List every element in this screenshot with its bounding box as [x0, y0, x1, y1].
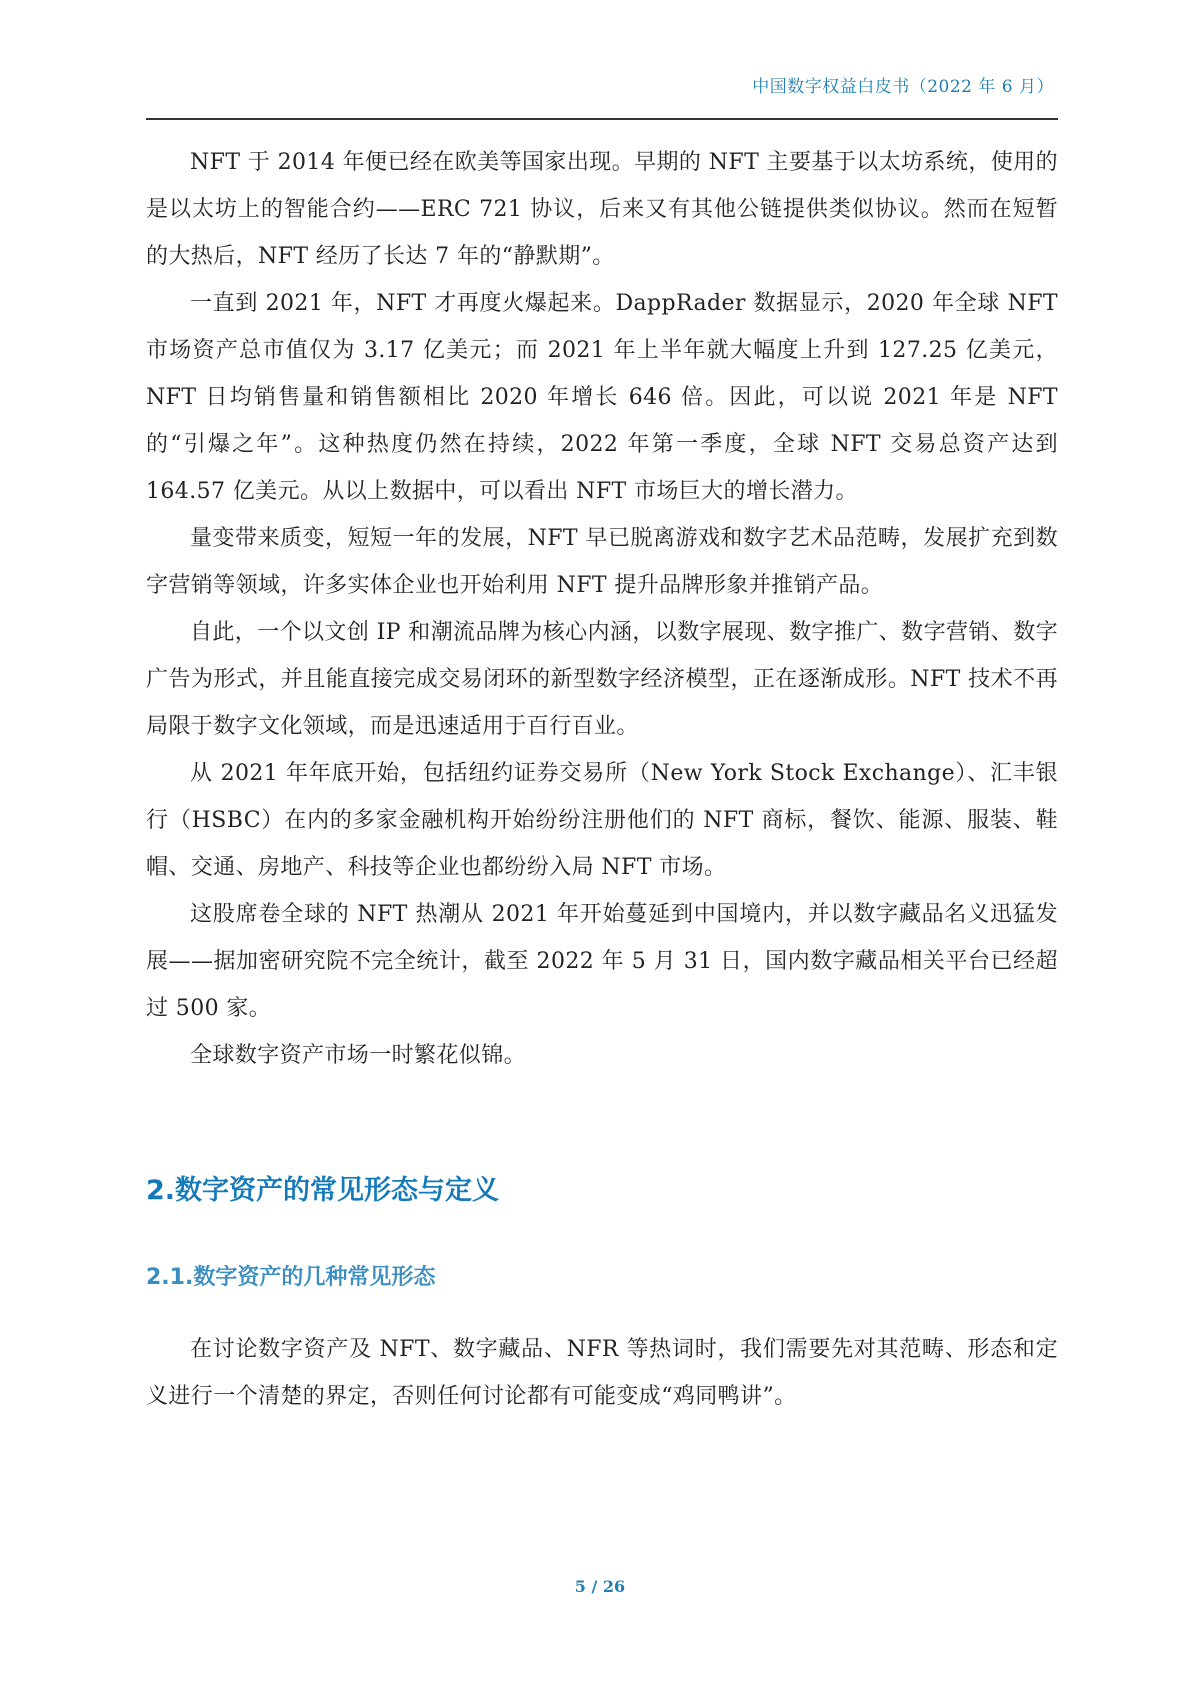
- paragraph-nft-expansion: 量变带来质变，短短一年的发展，NFT 早已脱离游戏和数字艺术品范畴，发展扩充到数字营销等领域，许多实体企业也开始利用 NFT 提升品牌形象并推销产品。: [146, 526, 1058, 598]
- running-header-title: 中国数字权益白皮书（2022 年 6 月）: [752, 77, 1054, 97]
- paragraph-market-flourishing: 全球数字资产市场一时繁花似锦。: [190, 1043, 527, 1068]
- paragraph-digital-economy-model: 自此，一个以文创 IP 和潮流品牌为核心内涵，以数字展现、数字推广、数字营销、数字广告为形式，并且能直接完成交易闭环的新型数字经济模型，正在逐渐成形。NFT 技术不再局限于数字文化领域，而是迅速适用于百行百业。: [146, 620, 1058, 739]
- section-heading: 2.数字资产的常见形态与定义: [146, 1175, 500, 1206]
- paragraph-nft-origin: NFT 于 2014 年便已经在欧美等国家出现。早期的 NFT 主要基于以太坊系统，使用的是以太坊上的智能合约——ERC 721 协议，后来又有其他公链提供类似协议。然而在短暂的大热后，NFT 经历了长达 7 年的“静默期”。: [146, 150, 1058, 269]
- paragraph-nft-boom-2021: 一直到 2021 年，NFT 才再度火爆起来。DappRader 数据显示，2020 年全球 NFT 市场资产总市值仅为 3.17 亿美元；而 2021 年上半年就大幅度上升到 127.25 亿美元，NFT 日均销售量和销售额相比 2020 年增长 646 倍。因此，可以说 2021 年是 NFT 的“引爆之年”。这种热度仍然在持续，2022 年第一季度，全球 NFT 交易总资产达到 164.57 亿美元。从以上数据中，可以看出 NFT 市场巨大的增长潜力。: [146, 291, 1058, 504]
- paragraph-financial-institutions: 从 2021 年年底开始，包括纽约证券交易所（New York Stock Exchange）、汇丰银行（HSBC）在内的多家金融机构开始纷纷注册他们的 NFT 商标，餐饮、能源、服装、鞋帽、交通、房地产、科技等企业也都纷纷入局 NFT 市场。: [146, 761, 1058, 880]
- body-text: [146, 139, 1058, 1079]
- header-divider: [146, 118, 1058, 120]
- paragraph-china-digital-collectibles: 这股席卷全球的 NFT 热潮从 2021 年开始蔓延到中国境内，并以数字藏品名义迅猛发展——据加密研究院不完全统计，截至 2022 年 5 月 31 日，国内数字藏品相关平台已经超过 500 家。: [146, 902, 1058, 1021]
- section-body-text: [146, 1326, 1058, 1420]
- subsection-heading: 2.1.数字资产的几种常见形态: [146, 1265, 436, 1290]
- page-number: 5 / 26: [574, 1577, 626, 1596]
- paragraph-definition-intro: 在讨论数字资产及 NFT、数字藏品、NFR 等热词时，我们需要先对其范畴、形态和定义进行一个清楚的界定，否则任何讨论都有可能变成“鸡同鸭讲”。: [146, 1337, 1058, 1409]
